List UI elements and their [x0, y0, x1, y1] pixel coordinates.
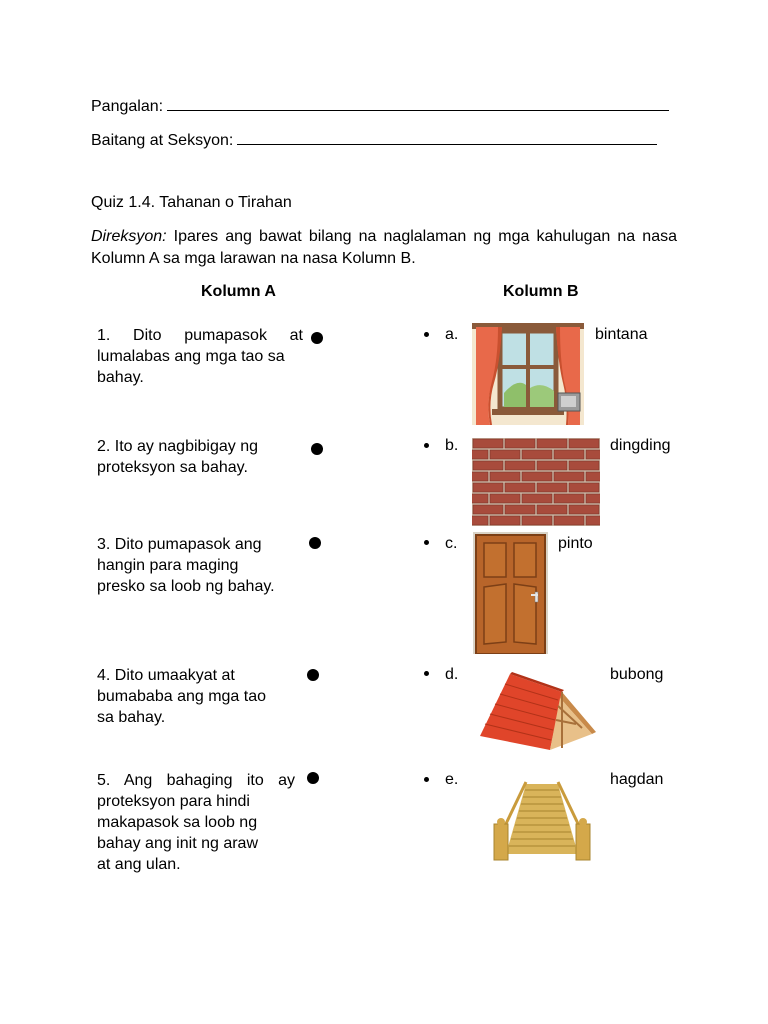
- roof-icon: [472, 670, 600, 752]
- match-dot-a-1[interactable]: [311, 332, 323, 344]
- name-field[interactable]: [91, 94, 669, 117]
- word-b-4: bubong: [610, 666, 664, 683]
- match-bullet-b-1[interactable]: [424, 332, 429, 337]
- letter-b-2: b.: [445, 437, 459, 454]
- letter-b-3: c.: [445, 535, 458, 552]
- item-a-5: 5. Ang bahaging ito ay proteksyon para hindi makapasok sa loob ng bahay ang init ng araw at ang ulan.: [97, 772, 295, 873]
- brick-wall-icon: [472, 438, 600, 526]
- item-a-1: 1. Dito pumapasok at lumalabas ang mga tao sa bahay.: [97, 327, 303, 386]
- item-a-4: 4. Dito umaakyat at bumababa ang mga tao sa bahay.: [97, 667, 267, 726]
- match-bullet-b-3[interactable]: [424, 540, 429, 545]
- quiz-title: Quiz 1.4. Tahanan o Tirahan: [91, 194, 292, 211]
- directions-text: Ipares ang bawat bilang na naglalaman ng mga kahulugan na nasa Kolumn A sa mga larawan na nasa Kolumn B.: [91, 228, 677, 267]
- grade-section-label: Baitang at Seksyon:: [91, 132, 234, 149]
- word-b-2: dingding: [610, 437, 671, 454]
- grade-section-underline[interactable]: [237, 128, 657, 145]
- match-dot-a-2[interactable]: [311, 443, 323, 455]
- directions-label: Direksyon:: [91, 228, 167, 245]
- word-b-5: hagdan: [610, 771, 664, 788]
- grade-section-field[interactable]: [91, 128, 657, 151]
- name-underline[interactable]: [167, 94, 669, 111]
- column-b-heading: Kolumn B: [503, 283, 579, 300]
- match-bullet-b-4[interactable]: [424, 671, 429, 676]
- word-b-3: pinto: [558, 535, 593, 552]
- match-bullet-b-2[interactable]: [424, 443, 429, 448]
- window-icon: [472, 323, 584, 425]
- letter-b-4: d.: [445, 666, 459, 683]
- match-bullet-b-5[interactable]: [424, 777, 429, 782]
- item-a-2: 2. Ito ay nagbibigay ng proteksyon sa bahay.: [97, 438, 259, 476]
- column-a-heading: Kolumn A: [201, 283, 276, 300]
- word-b-1: bintana: [595, 326, 648, 343]
- stairs-icon: [490, 780, 594, 864]
- match-dot-a-3[interactable]: [309, 537, 321, 549]
- letter-b-5: e.: [445, 771, 459, 788]
- directions: [91, 226, 677, 270]
- item-a-3: 3. Dito pumapasok ang hangin para maging presko sa loob ng bahay.: [97, 536, 275, 595]
- match-dot-a-5[interactable]: [307, 772, 319, 784]
- name-label: Pangalan:: [91, 98, 164, 115]
- match-dot-a-4[interactable]: [307, 669, 319, 681]
- door-icon: [473, 532, 548, 654]
- letter-b-1: a.: [445, 326, 459, 343]
